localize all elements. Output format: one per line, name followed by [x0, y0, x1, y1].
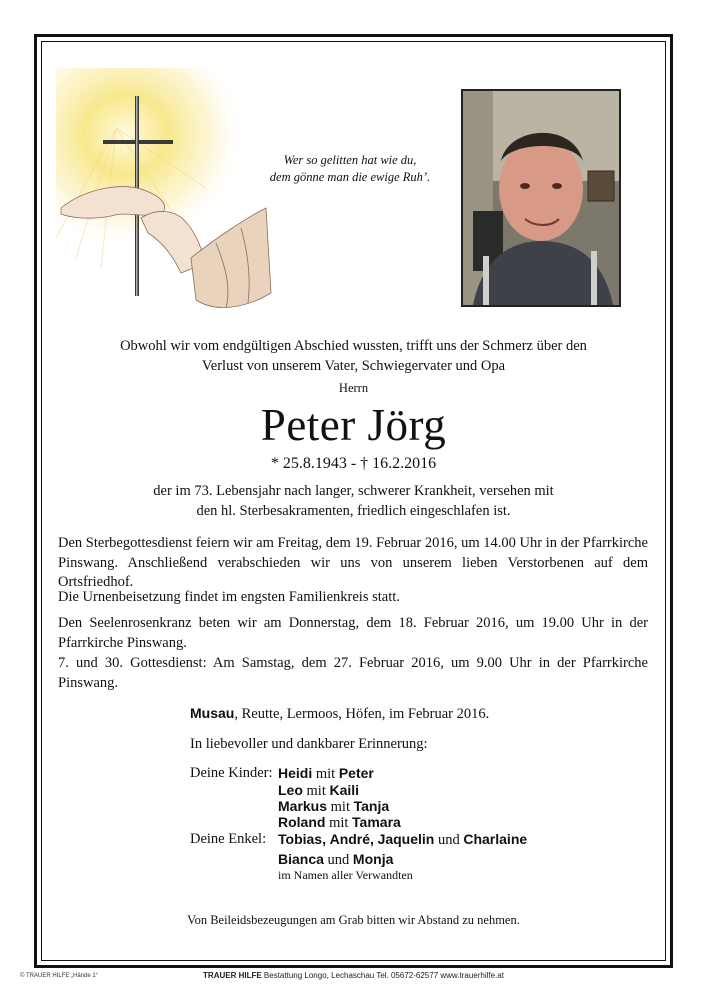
relatives-line: im Namen aller Verwandten	[278, 868, 413, 882]
quote	[250, 152, 450, 186]
grandchildren-label: Deine Enkel:	[190, 831, 267, 847]
place-rest: , Reutte, Lermoos, Höfen, im Februar 2016.	[234, 706, 490, 722]
quote-line-1: Wer so gelitten hat wie du,	[283, 153, 417, 167]
place-first: Musau	[190, 705, 235, 721]
funeral-paragraph: Den Sterbegottesdienst feiern wir am Freitag, dem 19. Februar 2016, um 14.00 Uhr in der Pfarrkirche Pinswang. Anschließend verabschieden wir uns von unserem lieben Verstorbenen auf dem Ortsfriedhof.	[58, 535, 648, 590]
grandchildren-row-1: Tobias, André, Jaquelin und Charlaine	[278, 831, 528, 848]
child-name: Markus	[278, 798, 328, 814]
deceased-name: Peter Jörg	[260, 400, 447, 450]
und-word: und	[437, 832, 460, 848]
mit-word: mit	[330, 799, 350, 815]
masses-paragraph: 7. und 30. Gottesdienst: Am Samstag, dem 27. Februar 2016, um 9.00 Uhr in der Pfarrkirche Pinswang.	[58, 655, 648, 691]
death-notice-line-2: den hl. Sterbesakramenten, friedlich eingeschlafen ist.	[196, 502, 511, 519]
cross-hands-illustration	[56, 68, 276, 318]
urn-paragraph: Die Urnenbeisetzung findet im engsten Familienkreis statt.	[58, 589, 400, 605]
mit-word: mit	[315, 766, 336, 782]
portrait-image	[463, 91, 619, 305]
portrait-photo	[461, 89, 621, 307]
grandchild-name: André	[329, 831, 371, 847]
child-name: Leo	[278, 782, 303, 798]
remembrance-line: In liebevoller und dankbarer Erinnerung:	[190, 736, 428, 752]
child-partner: Tanja	[353, 798, 390, 814]
quote-line-2: dem gönne man die ewige Ruh’.	[269, 170, 431, 184]
place-date-line	[190, 704, 489, 725]
und-word: und	[327, 852, 350, 868]
salutation: Herrn	[338, 381, 369, 395]
imprint-line	[100, 971, 607, 980]
condolence-note: Von Beileidsbezeugungen am Grab bitten wir Abstand zu nehmen.	[187, 913, 520, 927]
imprint-brand: TRAUER HILFE	[203, 971, 262, 980]
imprint-details: Bestattung Longo, Lechaschau Tel. 05672-62577 www.trauerhilfe.at	[261, 971, 504, 980]
intro-line-1: Obwohl wir vom endgültigen Abschied wussten, trifft uns der Schmerz über den	[120, 338, 587, 354]
child-partner: Peter	[338, 765, 374, 781]
intro-text	[60, 337, 647, 376]
rosary-paragraph: Den Seelenrosenkranz beten wir am Donnerstag, dem 18. Februar 2016, um 19.00 Uhr in der Pfarrkirche Pinswang.	[58, 615, 648, 651]
copyright-note: © TRAUER HILFE „Hände 1“	[20, 973, 98, 979]
child-name: Heidi	[278, 765, 313, 781]
mit-word: mit	[329, 815, 349, 831]
death-notice-line-1: der im 73. Lebensjahr nach langer, schwerer Krankheit, versehen mit	[153, 483, 554, 499]
child-partner: Kaili	[329, 782, 360, 798]
child-name: Roland	[278, 814, 326, 830]
mit-word: mit	[306, 783, 326, 799]
life-dates: * 25.8.1943 - † 16.2.2016	[270, 455, 437, 472]
grandchild-name: Monja	[352, 851, 394, 867]
grandchild-name: Charlaine	[463, 831, 528, 847]
grandchild-name: Tobias	[278, 831, 323, 847]
grandchild-name: Bianca	[278, 851, 324, 867]
child-partner: Tamara	[352, 814, 401, 830]
intro-line-2: Verlust von unserem Vater, Schwiegervater und Opa	[201, 357, 506, 374]
children-label: Deine Kinder:	[190, 765, 273, 781]
death-notice	[60, 482, 647, 521]
grandchild-name: Jaquelin	[377, 831, 435, 847]
